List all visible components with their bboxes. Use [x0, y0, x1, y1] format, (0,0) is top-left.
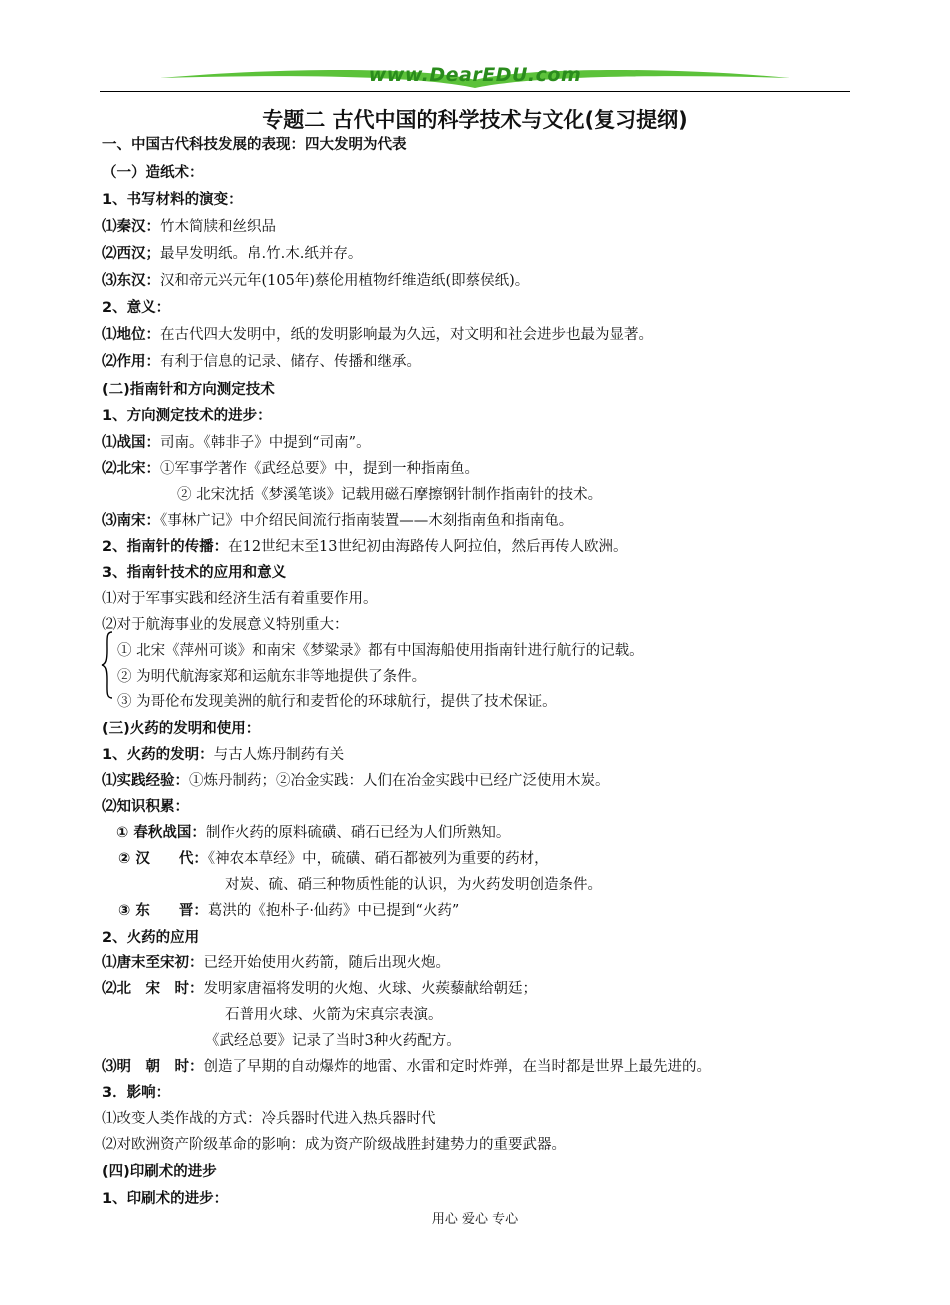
- outline-heading: ⑴战国：: [102, 435, 160, 451]
- outline-line: [102, 459, 479, 479]
- outline-line: [102, 325, 653, 345]
- outline-heading: (四)印刷术的进步: [102, 1164, 217, 1180]
- outline-line: [102, 928, 199, 948]
- outline-text: 汉和帝元兴元年(105年)蔡伦用植物纤维造纸(即蔡侯纸)。: [160, 273, 530, 289]
- outline-line: [102, 1109, 436, 1129]
- outline-text: ② 北宋沈括《梦溪笔谈》记载用磁石摩擦钢针制作指南针的技术。: [177, 487, 603, 503]
- outline-heading: ⑵作用：: [102, 354, 160, 370]
- outline-line: [102, 217, 276, 237]
- outline-text: 葛洪的《抱朴子·仙药》中已提到“火药”: [207, 903, 460, 919]
- outline-heading: ⑴地位：: [102, 327, 160, 343]
- outline-line: [102, 771, 610, 791]
- outline-heading: 1、火药的发明：: [102, 747, 214, 763]
- outline-line: [102, 163, 204, 183]
- outline-heading: ⑵北 宋 时：: [102, 981, 204, 997]
- outline-heading: 3、指南针技术的应用和意义: [102, 565, 287, 581]
- outline-line: [102, 797, 189, 817]
- outline-heading: 2、指南针的传播：: [102, 539, 229, 555]
- outline-text: 《事林广记》中介绍民间流行指南装置——木刻指南鱼和指南龟。: [160, 513, 574, 529]
- outline-heading: ⑵北宋：: [102, 461, 160, 477]
- outline-line: [117, 692, 557, 712]
- outline-heading: 2、火药的应用: [102, 930, 200, 946]
- outline-line: [225, 875, 602, 895]
- outline-line: [177, 485, 602, 505]
- page-footer: 用心 爱心 专心: [431, 1212, 519, 1227]
- outline-line: [102, 190, 243, 210]
- outline-text: 最早发明纸。帛.竹.木.纸并存。: [160, 246, 363, 262]
- outline-line: [102, 352, 421, 372]
- outline-line: [102, 537, 628, 557]
- outline-text: 发明家唐福将发明的火炮、火球、火蒺藜献给朝廷；: [203, 981, 537, 997]
- outline-line: [102, 1083, 170, 1103]
- outline-heading: （一）造纸术：: [102, 165, 204, 181]
- outline-heading: 2、意义：: [102, 300, 171, 316]
- outline-line: [117, 667, 426, 687]
- outline-text: ①军事学著作《武经总要》中，提到一种指南鱼。: [160, 461, 479, 477]
- outline-text: 在古代四大发明中，纸的发明影响最为久远，对文明和社会进步也最为显著。: [160, 327, 653, 343]
- outline-text: 制作火药的原料硫磺、硝石已经为人们所熟知。: [205, 825, 511, 841]
- outline-heading: ⑴唐末至宋初：: [102, 955, 204, 971]
- outline-heading: ① 春秋战国：: [116, 825, 206, 841]
- outline-line: [102, 1057, 711, 1077]
- outline-line: [102, 1189, 228, 1209]
- outline-heading: ③ 东 晋：: [118, 903, 208, 919]
- outline-heading: 1、书写材料的演变：: [102, 192, 243, 208]
- outline-line: [225, 1005, 443, 1025]
- outline-line: [102, 433, 371, 453]
- outline-heading: ② 汉 代：: [118, 851, 208, 867]
- outline-line: [102, 589, 378, 609]
- outline-line: [102, 271, 529, 291]
- outline-heading: ⑶明 朝 时：: [102, 1059, 204, 1075]
- outline-heading: (二)指南针和方向测定技术: [102, 382, 275, 398]
- outline-line: [102, 1162, 217, 1182]
- outline-text: 有利于信息的记录、储存、传播和继承。: [160, 354, 421, 370]
- outline-heading: 1、印刷术的进步：: [102, 1191, 229, 1207]
- outline-line: [102, 135, 407, 155]
- outline-heading: 1、方向测定技术的进步：: [102, 408, 272, 424]
- outline-text: 竹木简牍和丝织品: [160, 219, 276, 235]
- logo-text[interactable]: www.DearEDU.com: [368, 64, 582, 86]
- outline-text: ⑵对欧洲资产阶级革命的影响：成为资产阶级战胜封建势力的重要武器。: [102, 1137, 566, 1153]
- outline-line: [102, 298, 170, 318]
- outline-line: [102, 244, 362, 264]
- outline-text: ① 北宋《萍州可谈》和南宋《梦粱录》都有中国海船使用指南针进行航行的记载。: [117, 643, 644, 659]
- outline-line: [102, 1135, 566, 1155]
- outline-heading: ⑵知识积累：: [102, 799, 189, 815]
- outline-text: 在12世纪末至13世纪初由海路传人阿拉伯，然后再传人欧洲。: [228, 539, 628, 555]
- outline-text: ①炼丹制药；②冶金实践：人们在冶金实践中已经广泛使用木炭。: [189, 773, 610, 789]
- curly-brace-icon: [100, 630, 114, 700]
- outline-line: [118, 849, 549, 869]
- page-title: 专题二 古代中国的科学技术与文化(复习提纲): [262, 108, 688, 132]
- outline-text: 对炭、硫、硝三种物质性能的认识，为火药发明创造条件。: [225, 877, 602, 893]
- outline-text: 石普用火球、火箭为宋真宗表演。: [225, 1007, 443, 1023]
- outline-text: 已经开始使用火药箭，随后出现火炮。: [203, 955, 450, 971]
- outline-text: ⑵对于航海事业的发展意义特别重大：: [102, 617, 349, 633]
- header-rule: [100, 91, 850, 92]
- outline-text: ② 为明代航海家郑和运航东非等地提供了条件。: [117, 669, 427, 685]
- outline-line: [118, 901, 459, 921]
- outline-line: [102, 380, 275, 400]
- outline-heading: 一、中国古代科技发展的表现：四大发明为代表: [102, 137, 407, 153]
- outline-line: [102, 511, 573, 531]
- outline-text: 创造了早期的自动爆炸的地雷、水雷和定时炸弹，在当时都是世界上最先进的。: [203, 1059, 711, 1075]
- outline-heading: 3．影响：: [102, 1085, 171, 1101]
- outline-text: 司南。《韩非子》中提到“司南”。: [160, 435, 371, 451]
- outline-heading: ⑶南宋：: [102, 513, 160, 529]
- outline-heading: ⑴秦汉：: [102, 219, 160, 235]
- outline-text: 《神农本草经》中，硫磺、硝石都被列为重要的药材，: [207, 851, 549, 867]
- outline-line: [102, 953, 450, 973]
- outline-line: [102, 406, 272, 426]
- outline-heading: ⑵西汉；: [102, 246, 160, 262]
- outline-text: 与古人炼丹制药有关: [213, 747, 345, 763]
- outline-heading: ⑴实践经验：: [102, 773, 189, 789]
- outline-line: [102, 979, 537, 999]
- outline-line: [102, 615, 349, 635]
- outline-text: ⑴对于军事实践和经济生活有着重要作用。: [102, 591, 378, 607]
- outline-line: [116, 823, 510, 843]
- outline-line: [102, 719, 260, 739]
- outline-text: ⑴改变人类作战的方式：冷兵器时代进入热兵器时代: [102, 1111, 436, 1127]
- outline-text: ③ 为哥伦布发现美洲的航行和麦哲伦的环球航行，提供了技术保证。: [117, 694, 557, 710]
- outline-line: [205, 1031, 461, 1051]
- outline-line: [102, 745, 344, 765]
- outline-line: [117, 641, 644, 661]
- outline-heading: (三)火药的发明和使用：: [102, 721, 261, 737]
- outline-text: 《武经总要》记录了当时3种火药配方。: [205, 1033, 461, 1049]
- outline-line: [102, 563, 286, 583]
- outline-heading: ⑶东汉：: [102, 273, 160, 289]
